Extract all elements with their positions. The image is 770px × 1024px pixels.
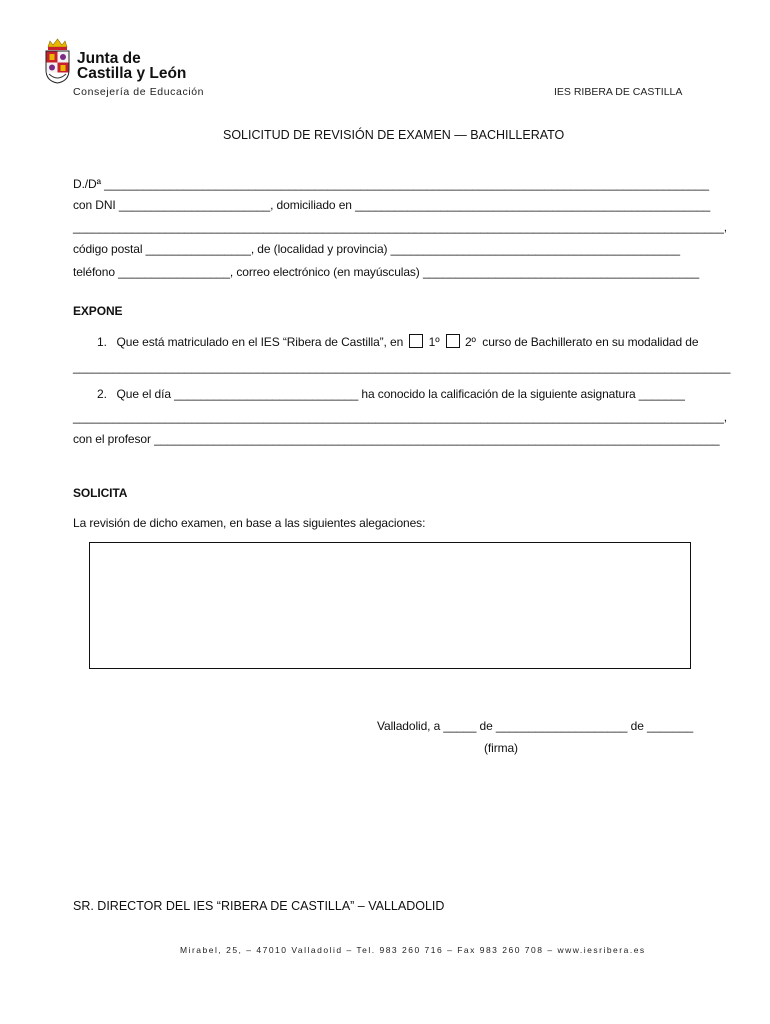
phone-email-field-line: teléfono _________________, correo electrónico (en mayúsculas) __________________________________________ <box>73 265 700 279</box>
school-name: IES RIBERA DE CASTILLA <box>554 86 683 98</box>
postal-code-field-line: código postal ________________, de (localidad y provincia) ____________________________________________ <box>73 242 680 256</box>
checkbox-2nd-course[interactable] <box>446 334 460 348</box>
item-1-number: 1. <box>97 335 107 349</box>
addressee: SR. DIRECTOR DEL IES “RIBERA DE CASTILLA” – VALLADOLID <box>73 899 445 913</box>
modalidad-line: ____________________________________________________________________________________________________ <box>73 360 731 374</box>
checkbox-1st-course[interactable] <box>409 334 423 348</box>
professor-field-line: con el profesor ______________________________________________________________________________________ <box>73 432 720 446</box>
alegaciones-textbox[interactable] <box>89 542 691 669</box>
coat-of-arms-icon <box>43 38 72 84</box>
solicita-heading: SOLICITA <box>73 486 128 500</box>
footer-contact: Mirabel, 25, – 47010 Valladolid – Tel. 983 260 716 – Fax 983 260 708 – www.iesribera.es <box>180 945 646 955</box>
item-2-number: 2. <box>97 387 107 401</box>
name-field-line: D./Dª ____________________________________________________________________________________________ <box>73 177 709 191</box>
address-continuation-line: ___________________________________________________________________________________________________, <box>73 220 728 234</box>
checkbox-2nd-label: 2º <box>464 335 476 349</box>
expone-item-2 <box>97 387 685 401</box>
page-title: SOLICITUD DE REVISIÓN DE EXAMEN — BACHILLERATO <box>223 128 565 142</box>
expone-heading: EXPONE <box>73 304 123 318</box>
logo-line-1: Junta de <box>77 50 141 67</box>
signature-label: (firma) <box>484 741 518 755</box>
item-1-text: Que está matriculado en el IES “Ribera de Castilla”, en <box>116 335 404 349</box>
logo-line-2: Castilla y León <box>77 65 187 82</box>
dni-field-line: con DNI _______________________, domiciliado en ______________________________________________________ <box>73 198 711 212</box>
place-date-line: Valladolid, a _____ de ____________________ de _______ <box>377 719 694 733</box>
item-1-text-end: curso de Bachillerato en su modalidad de <box>482 335 699 349</box>
expone-item-1 <box>97 334 698 349</box>
consejeria-label: Consejería de Educación <box>73 86 205 98</box>
checkbox-1st-label: 1º <box>428 335 440 349</box>
item-2-text: Que el día ____________________________ ha conocido la calificación de la siguiente asignatura _______ <box>116 387 685 401</box>
solicita-text: La revisión de dicho examen, en base a las siguientes alegaciones: <box>73 516 426 530</box>
subject-line: ___________________________________________________________________________________________________, <box>73 410 728 424</box>
